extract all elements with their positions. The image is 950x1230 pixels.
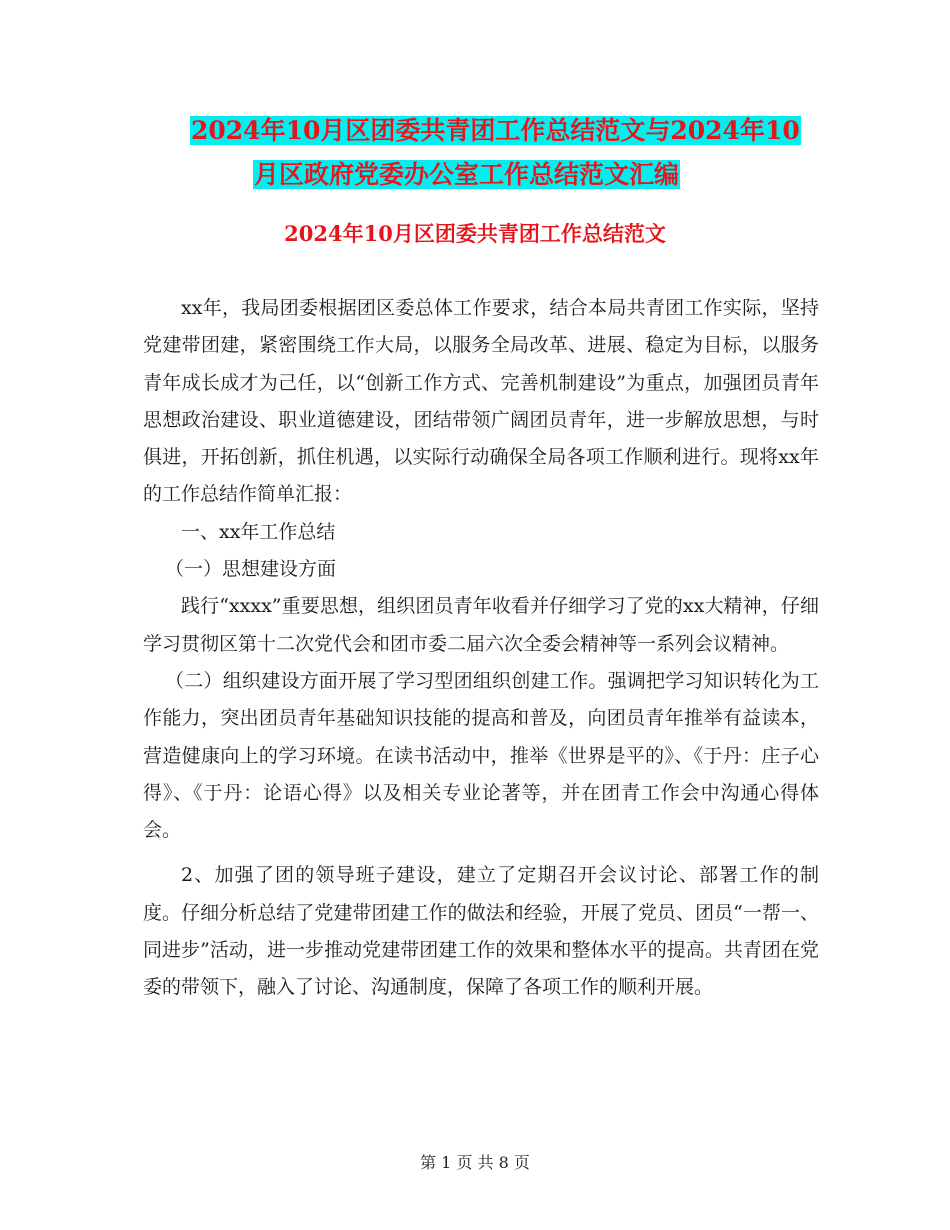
heading-summary: 一、xx年工作总结 xyxy=(181,520,336,543)
paragraph-organization: （二）组织建设方面开展了学习型团组织创建工作。强调把学习知识转化为工作能力，突出团员青年基础知识技能的提高和普及，向团员青年推举有益读本，营造健康向上的学习环境。在读书活动中，推举《世界是平的》、《于丹：庄子心得》、《于丹：论语心得》以及相关专业论著等，并在团青工作会中沟通心得体会。 xyxy=(143,669,819,842)
page-number: 第 1 页 共 8 页 xyxy=(420,1153,530,1172)
section-title: 2024年10月区团委共青团工作总结范文 xyxy=(284,221,666,246)
document-body xyxy=(143,290,819,1007)
paragraph-ideology: 践行“xxxx”重要思想，组织团员青年收看并仔细学习了党的xx大精神，仔细学习贯彻区第十二次党代会和团市委二届六次全委会精神等一系列会议精神。 xyxy=(143,595,819,655)
paragraph-intro: xx年，我局团委根据团区委总体工作要求，结合本局共青团工作实际，坚持党建带团建，紧密围绕工作大局，以服务全局改革、进展、稳定为目标，以服务青年成长成才为己任，以“创新工作方式、完善机制建设”为重点，加强团员青年思想政治建设、职业道德建设，团结带领广阔团员青年，进一步解放思想，与时俱进，开拓创新，抓住机遇，以实际行动确保全局各项工作顺利进行。现将xx年的工作总结作简单汇报： xyxy=(143,297,819,506)
document-title-line1: 2024年10月区团委共青团工作总结范文与2024年10 xyxy=(191,116,800,145)
paragraph-leadership: 2、加强了团的领导班子建设，建立了定期召开会议讨论、部署工作的制度。仔细分析总结了党建带团建工作的做法和经验，开展了党员、团员“一帮一、同进步”活动，进一步推动党建带团建工作的效果和整体水平的提高。共青团在党委的带领下，融入了讨论、沟通制度，保障了各项工作的顺利开展。 xyxy=(143,864,819,999)
document-title-line2: 月区政府党委办公室工作总结范文汇编 xyxy=(254,160,680,189)
heading-ideology: （一）思想建设方面 xyxy=(165,558,337,581)
